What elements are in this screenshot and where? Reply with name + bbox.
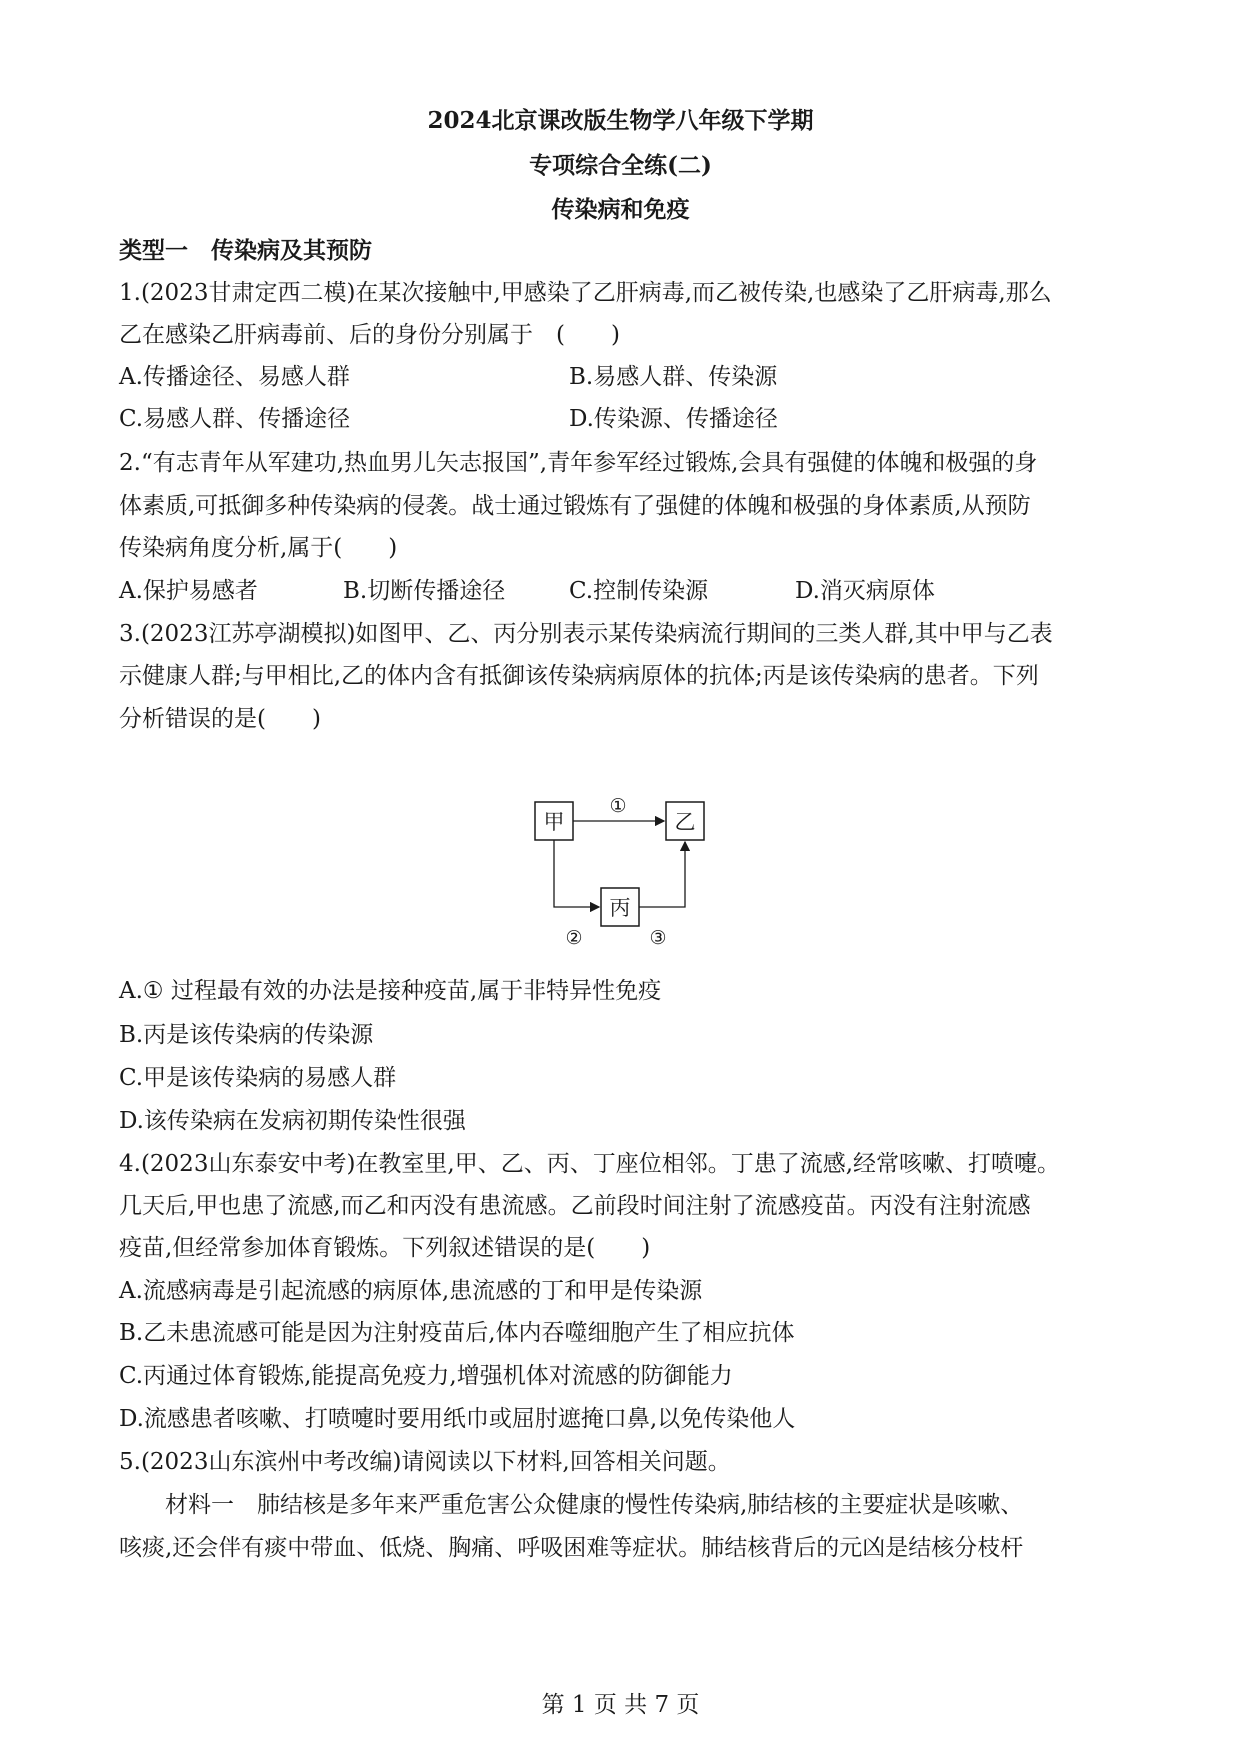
q2-line1: 2.“有志青年从军建功,热血男儿矢志报国”,青年参军经过锻炼,会具有强健的体魄和极强的身 <box>119 450 1038 476</box>
q4-option-a: A.流感病毒是引起流感的病原体,患流感的丁和甲是传染源 <box>119 1278 703 1304</box>
document-topic: 传染病和免疫 <box>551 196 690 223</box>
q3-line3: 分析错误的是( ) <box>119 706 321 732</box>
q1-option-c: C.易感人群、传播途径 <box>119 406 351 432</box>
q3-option-b: B.丙是该传染病的传染源 <box>119 1022 374 1048</box>
q3-option-a: A.① 过程最有效的办法是接种疫苗,属于非特异性免疫 <box>119 978 662 1004</box>
q1-line1: 1.(2023甘肃定西二模)在某次接触中,甲感染了乙肝病毒,而乙被传染,也感染了乙肝病毒,那么 <box>119 280 1052 306</box>
diagram-label-3: ③ <box>649 927 667 949</box>
section-heading: 类型一 传染病及其预防 <box>119 237 372 264</box>
document-title: 2024北京课改版生物学八年级下学期 <box>427 107 814 134</box>
document-subtitle: 专项综合全练(二) <box>529 152 712 179</box>
q4-line1: 4.(2023山东泰安中考)在教室里,甲、乙、丙、丁座位相邻。丁患了流感,经常咳嗽、打喷嚏。 <box>119 1151 1061 1177</box>
q2-line2: 体素质,可抵御多种传染病的侵袭。战士通过锻炼有了强健的体魄和极强的身体素质,从预防 <box>119 493 1031 519</box>
q3-line2: 示健康人群;与甲相比,乙的体内含有抵御该传染病病原体的抗体;丙是该传染病的患者。下列 <box>119 663 1039 689</box>
q4-option-c: C.丙通过体育锻炼,能提高免疫力,增强机体对流感的防御能力 <box>119 1363 733 1389</box>
q3-line1: 3.(2023江苏亭湖模拟)如图甲、乙、丙分别表示某传染病流行期间的三类人群,其中甲与乙表 <box>119 621 1053 647</box>
diagram-arrow-3 <box>639 842 685 907</box>
q2-option-b: B.切断传播途径 <box>343 578 506 604</box>
q2-option-c: C.控制传染源 <box>569 578 709 604</box>
population-diagram <box>530 790 710 950</box>
diagram-label-2: ② <box>565 927 583 949</box>
q1-line2: 乙在感染乙肝病毒前、后的身份分别属于 ( ) <box>119 322 620 348</box>
q5-material-line2: 咳痰,还会伴有痰中带血、低烧、胸痛、呼吸困难等症状。肺结核背后的元凶是结核分枝杆 <box>119 1535 1024 1561</box>
q2-option-a: A.保护易感者 <box>119 578 258 604</box>
q1-option-b: B.易感人群、传染源 <box>569 364 778 390</box>
q5-line1: 5.(2023山东滨州中考改编)请阅读以下材料,回答相关问题。 <box>119 1449 731 1475</box>
q4-line3: 疫苗,但经常参加体育锻炼。下列叙述错误的是( ) <box>119 1235 651 1261</box>
diagram-arrow-2 <box>554 840 599 907</box>
q4-option-b: B.乙未患流感可能是因为注射疫苗后,体内吞噬细胞产生了相应抗体 <box>119 1320 795 1346</box>
diagram-box-bing-label: 丙 <box>609 896 631 920</box>
q2-line3: 传染病角度分析,属于( ) <box>119 535 398 561</box>
q1-option-d: D.传染源、传播途径 <box>569 406 778 432</box>
q2-option-d: D.消灭病原体 <box>795 578 935 604</box>
diagram-box-jia-label: 甲 <box>543 810 565 834</box>
q4-line2: 几天后,甲也患了流感,而乙和丙没有患流感。乙前段时间注射了流感疫苗。丙没有注射流感 <box>119 1193 1031 1219</box>
diagram-label-1: ① <box>609 795 627 817</box>
q3-option-d: D.该传染病在发病初期传染性很强 <box>119 1108 466 1134</box>
q3-option-c: C.甲是该传染病的易感人群 <box>119 1065 397 1091</box>
page-number: 第 1 页 共 7 页 <box>541 1692 700 1718</box>
q4-option-d: D.流感患者咳嗽、打喷嚏时要用纸巾或屈肘遮掩口鼻,以免传染他人 <box>119 1406 796 1432</box>
diagram-box-yi-label: 乙 <box>674 810 696 834</box>
q5-material-line1: 材料一 肺结核是多年来严重危害公众健康的慢性传染病,肺结核的主要症状是咳嗽、 <box>165 1492 1024 1518</box>
q1-option-a: A.传播途径、易感人群 <box>119 364 350 390</box>
